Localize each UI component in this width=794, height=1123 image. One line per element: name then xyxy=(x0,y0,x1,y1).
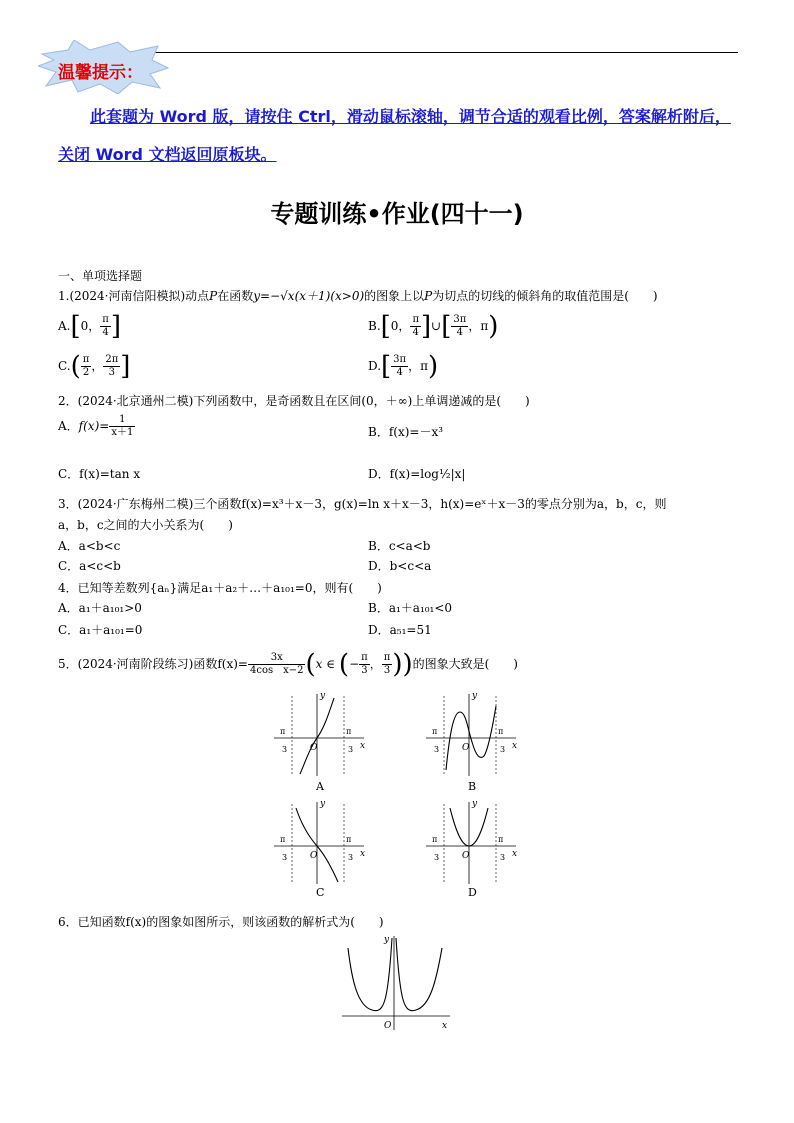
q5a-tick-den: 3 xyxy=(282,745,288,754)
q1-option-b: B.[0， $\frac{\pi}{4}$ ]∪[ $\frac{3\pi}{4}$ ，π) xyxy=(368,311,499,342)
q1-option-a: A.[0， $\frac{\pi}{4}$ ] xyxy=(58,311,122,342)
q5d-tick-den: 3 xyxy=(434,853,440,862)
q6-graph xyxy=(338,932,456,1032)
q5-graph-c xyxy=(272,798,368,886)
q5c-origin: O xyxy=(310,851,318,861)
q2-option-c: C．f(x)=tan x xyxy=(58,467,141,481)
q5-graph-a xyxy=(272,690,368,778)
q3-line1: 3．(2024·广东梅州二模)三个函数f(x)=x³＋x－3，g(x)=ln x＋x－3，h(x)=eˣ＋x－3的零点分别为a，b，c，则 xyxy=(58,497,667,511)
page-title: 专题训练•作业(四十一) xyxy=(270,200,524,228)
q2-option-d: D．f(x)=log½|x| xyxy=(368,467,466,481)
q5-caption-a: A xyxy=(316,780,324,793)
q3-option-c: C．a<c<b xyxy=(58,559,121,573)
q6-x-label: x xyxy=(442,1021,448,1031)
q5-graph-b xyxy=(424,690,520,778)
q5c-y-label: y xyxy=(320,799,326,809)
q5b-tick: π xyxy=(432,727,438,736)
notice-text[interactable]: 此套题为 Word 版，请按住 Ctrl，滑动鼠标滚轴，调节合适的观看比例，答案解析附后，关闭 Word 文档返回原板块。 xyxy=(58,107,731,164)
q2-option-b: B．f(x)=－x³ xyxy=(368,425,444,439)
q5d-tick: π xyxy=(432,835,438,844)
q5d-y-label: y xyxy=(472,799,478,809)
q3-option-a: A．a<b<c xyxy=(58,539,121,553)
q5-stem: 5．(2024·河南阶段练习)函数f(x)= $\frac{3x}{\text{4cos x−2}}$ (x ∈ (− $\frac{\pi}{3}$ ， $\frac{\pi}{3}$ ))的图象大致是( ) xyxy=(58,649,518,680)
q5b-y-label: y xyxy=(472,691,478,701)
q4-option-c: C．a₁＋a₁₀₁=0 xyxy=(58,623,143,637)
q2-option-a: A．f(x)= $\frac{1}{x+1}$ xyxy=(58,414,134,438)
q5c-tick-r: π xyxy=(346,835,352,844)
q5a-x-label: x xyxy=(360,741,366,751)
q5a-y-label: y xyxy=(320,691,326,701)
q5b-x-label: x xyxy=(512,741,518,751)
q5d-tick-r: π xyxy=(498,835,504,844)
q5-caption-d: D xyxy=(468,886,477,899)
q5b-tick-den: 3 xyxy=(434,745,440,754)
q5-graph-d xyxy=(424,798,520,886)
q5c-x-label: x xyxy=(360,849,366,859)
q5d-origin: O xyxy=(462,851,470,861)
q5a-tick: π xyxy=(280,727,286,736)
q6-y-label: y xyxy=(384,935,390,945)
q5-caption-b: B xyxy=(468,780,477,793)
q5b-origin: O xyxy=(462,743,470,753)
q4-option-d: D．a₅₁=51 xyxy=(368,623,432,637)
q5c-tick-den: 3 xyxy=(282,853,288,862)
q4-stem: 4．已知等差数列{aₙ}满足a₁＋a₂＋…＋a₁₀₁=0，则有( ) xyxy=(58,581,382,595)
section-heading: 一、单项选择题 xyxy=(58,269,143,283)
q4-option-b: B．a₁＋a₁₀₁<0 xyxy=(368,601,453,615)
q5-caption-c: C xyxy=(316,886,325,899)
q1-stem: 1.(2024·河南信阳模拟)动点P在函数y=−√x(x＋1)(x>0)的图象上以P为切点的切线的倾斜角的取值范围是( ) xyxy=(58,289,658,303)
q5d-tick-r-den: 3 xyxy=(500,853,506,862)
q3-option-b: B．c<a<b xyxy=(368,539,431,553)
q6-stem: 6．已知函数f(x)的图象如图所示，则该函数的解析式为( ) xyxy=(58,915,384,929)
q5b-tick-r: π xyxy=(498,727,504,736)
q5c-tick-r-den: 3 xyxy=(348,853,354,862)
q5a-tick-r: π xyxy=(346,727,352,736)
q5b-tick-r-den: 3 xyxy=(500,745,506,754)
q4-option-a: A．a₁＋a₁₀₁>0 xyxy=(58,601,142,615)
q1-option-c: C.( $\frac{\pi}{2}$ ， $\frac{2\pi}{3}$ ] xyxy=(58,351,131,382)
q5d-x-label: x xyxy=(512,849,518,859)
q3-line2: a，b，c之间的大小关系为( ) xyxy=(58,518,233,532)
q1-option-d: D.[ $\frac{3\pi}{4}$ ，π) xyxy=(368,351,439,382)
q5a-origin: O xyxy=(310,743,318,753)
q2-stem: 2．(2024·北京通州二模)下列函数中，是奇函数且在区间(0，＋∞)上单调递减的是( ) xyxy=(58,394,530,408)
q5a-tick-r-den: 3 xyxy=(348,745,354,754)
q3-option-d: D．b<c<a xyxy=(368,559,432,573)
q5c-tick: π xyxy=(280,835,286,844)
tip-label: 温馨提示： xyxy=(58,63,143,83)
q6-origin: O xyxy=(384,1021,392,1031)
